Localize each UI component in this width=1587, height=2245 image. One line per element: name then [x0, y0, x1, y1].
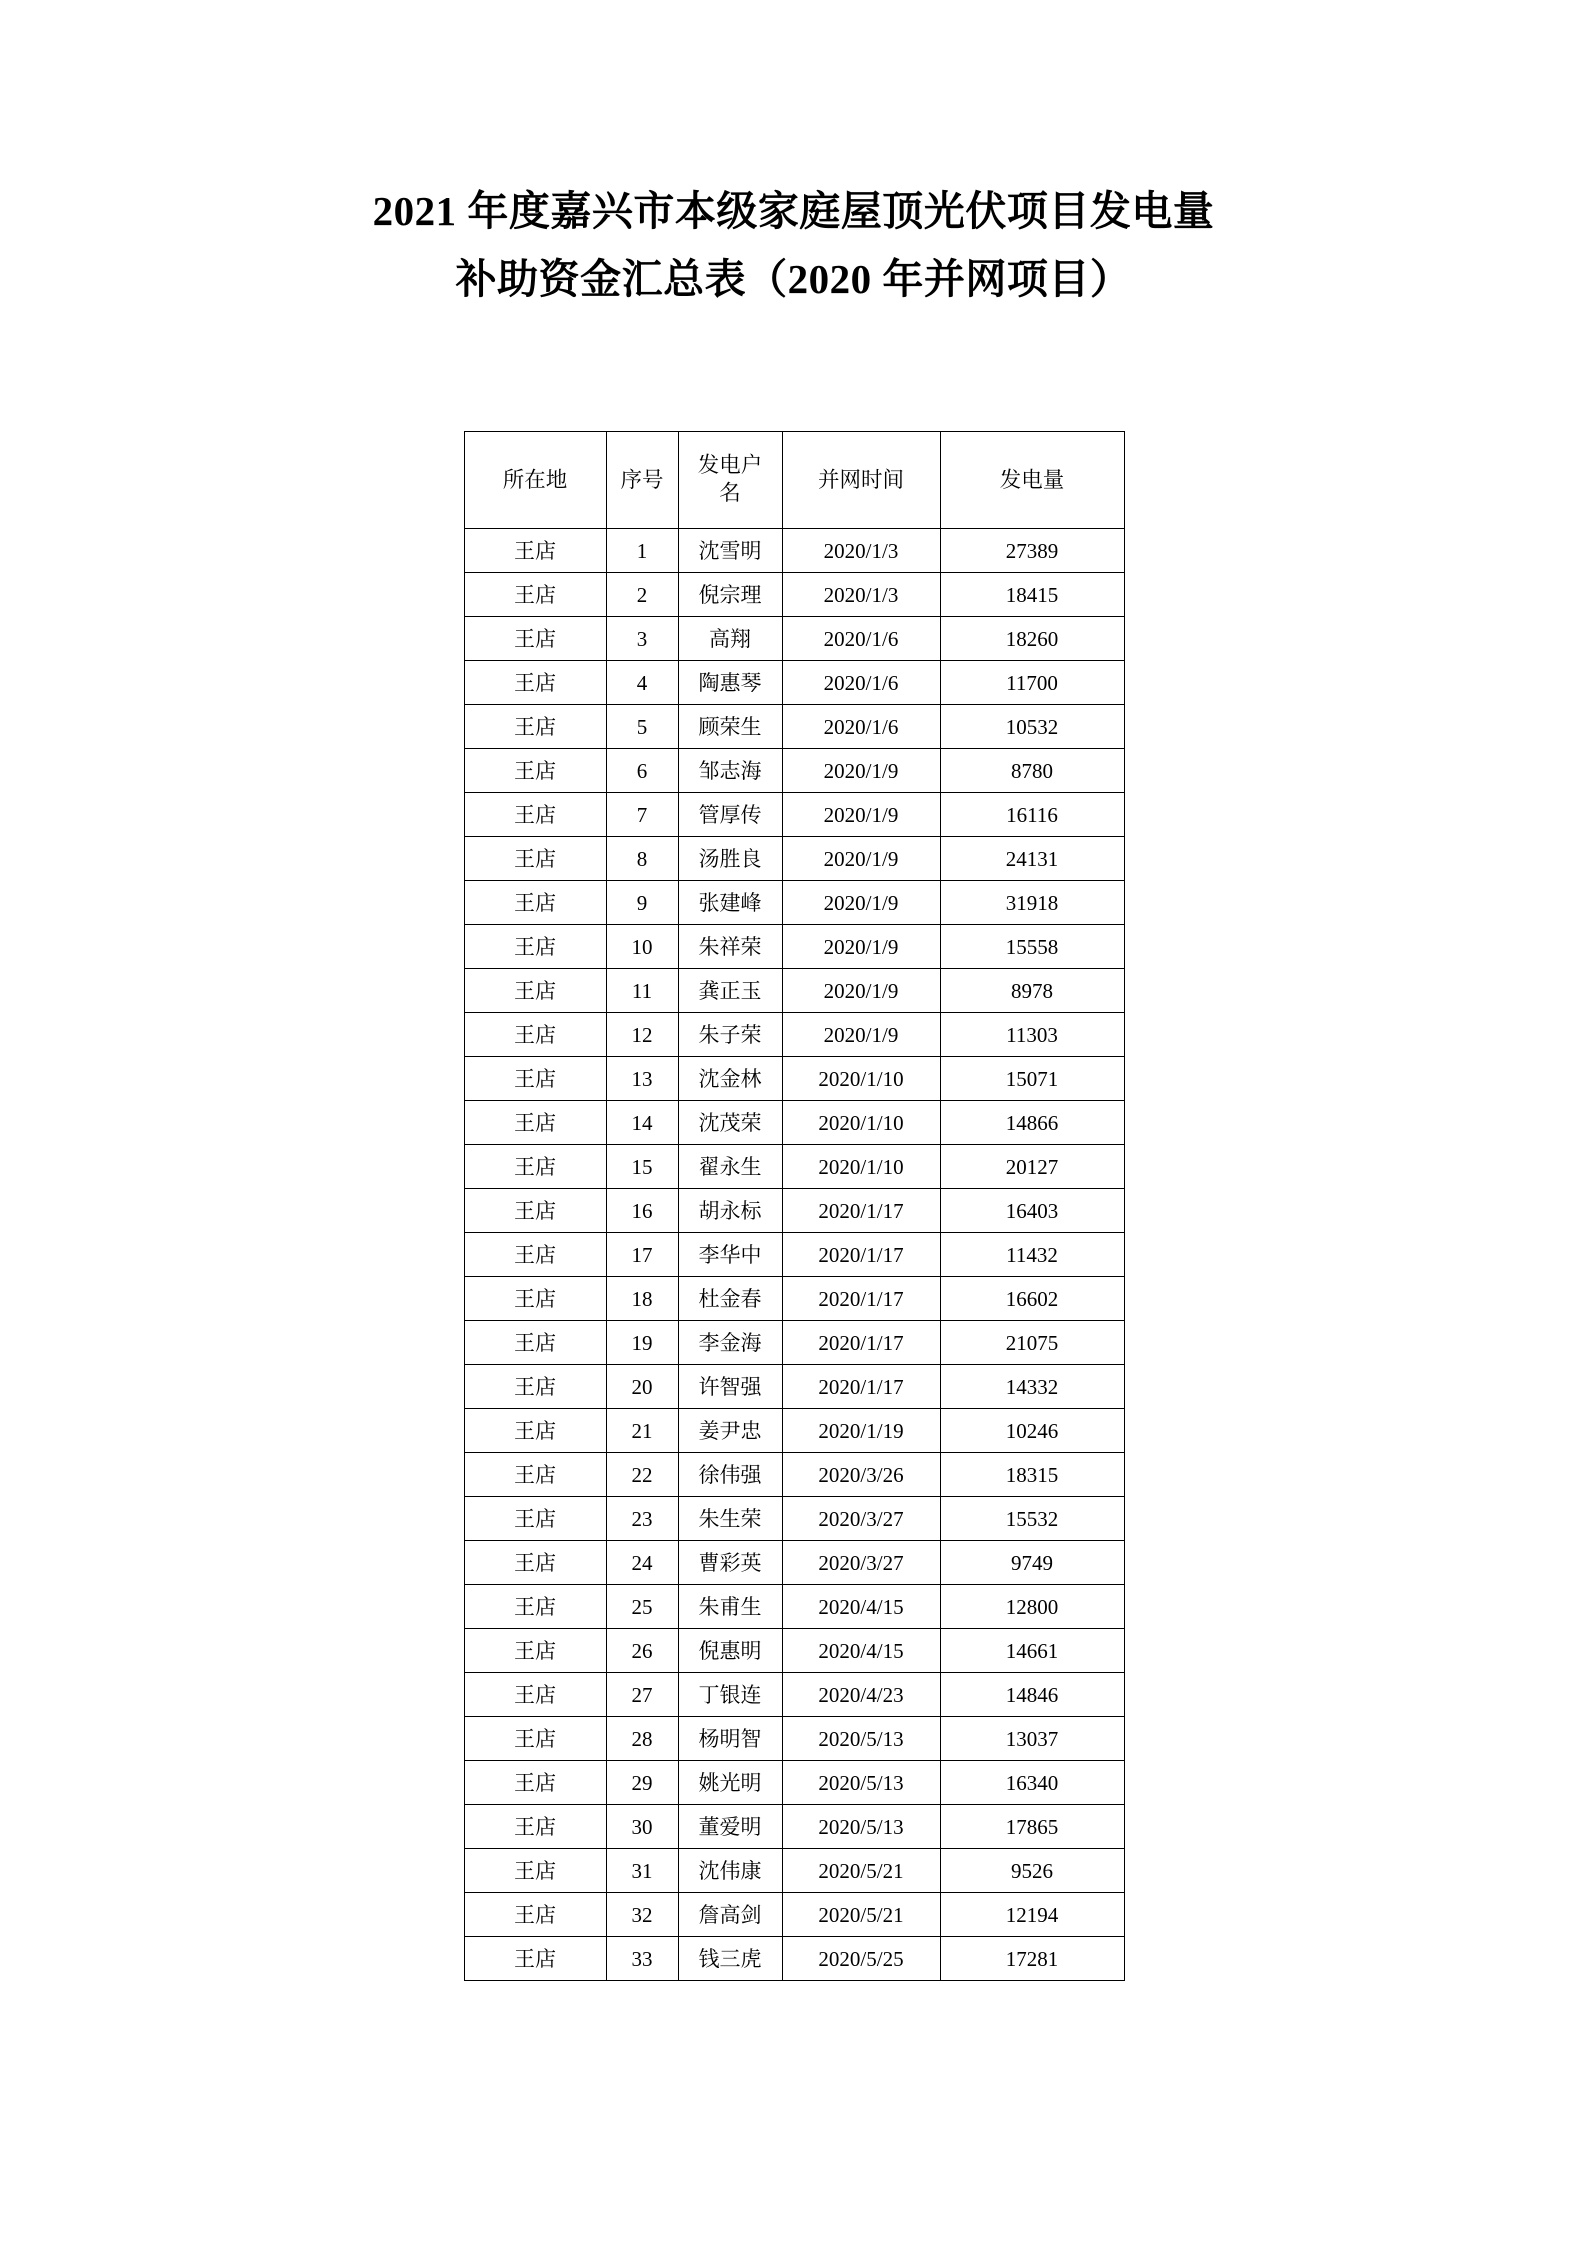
cell-name: 李金海 [678, 1321, 782, 1365]
cell-name: 许智强 [678, 1365, 782, 1409]
cell-seq: 8 [606, 837, 678, 881]
cell-name: 杨明智 [678, 1717, 782, 1761]
cell-generation: 14332 [940, 1365, 1124, 1409]
cell-name: 朱子荣 [678, 1013, 782, 1057]
cell-name: 邹志海 [678, 749, 782, 793]
cell-location: 王店 [464, 573, 606, 617]
cell-name: 徐伟强 [678, 1453, 782, 1497]
cell-date: 2020/5/21 [782, 1849, 940, 1893]
cell-location: 王店 [464, 837, 606, 881]
cell-seq: 33 [606, 1937, 678, 1981]
table-row [464, 1497, 1124, 1541]
cell-seq: 18 [606, 1277, 678, 1321]
cell-date: 2020/1/17 [782, 1277, 940, 1321]
cell-name: 高翔 [678, 617, 782, 661]
cell-name: 沈金林 [678, 1057, 782, 1101]
column-header-seq: 序号 [606, 432, 678, 529]
cell-seq: 16 [606, 1189, 678, 1233]
cell-seq: 4 [606, 661, 678, 705]
cell-date: 2020/1/10 [782, 1145, 940, 1189]
cell-seq: 2 [606, 573, 678, 617]
table-row [464, 1189, 1124, 1233]
cell-seq: 5 [606, 705, 678, 749]
table-header [464, 432, 1124, 529]
cell-name: 倪惠明 [678, 1629, 782, 1673]
table-row [464, 793, 1124, 837]
cell-seq: 11 [606, 969, 678, 1013]
cell-date: 2020/1/17 [782, 1321, 940, 1365]
cell-location: 王店 [464, 1497, 606, 1541]
cell-location: 王店 [464, 1277, 606, 1321]
cell-seq: 25 [606, 1585, 678, 1629]
cell-name: 胡永标 [678, 1189, 782, 1233]
column-header-name-line-1: 发电户 [697, 453, 763, 478]
table-row [464, 1937, 1124, 1981]
cell-location: 王店 [464, 1057, 606, 1101]
cell-date: 2020/1/9 [782, 837, 940, 881]
cell-name: 姜尹忠 [678, 1409, 782, 1453]
cell-name: 詹高剑 [678, 1893, 782, 1937]
cell-generation: 15558 [940, 925, 1124, 969]
cell-seq: 21 [606, 1409, 678, 1453]
cell-name: 顾荣生 [678, 705, 782, 749]
cell-name: 董爱明 [678, 1805, 782, 1849]
cell-location: 王店 [464, 1937, 606, 1981]
page-title [269, 0, 1319, 313]
cell-date: 2020/3/26 [782, 1453, 940, 1497]
cell-date: 2020/1/19 [782, 1409, 940, 1453]
cell-name: 翟永生 [678, 1145, 782, 1189]
cell-seq: 29 [606, 1761, 678, 1805]
table-row [464, 1849, 1124, 1893]
cell-generation: 15532 [940, 1497, 1124, 1541]
cell-location: 王店 [464, 1189, 606, 1233]
cell-date: 2020/5/13 [782, 1805, 940, 1849]
cell-generation: 18315 [940, 1453, 1124, 1497]
cell-name: 汤胜良 [678, 837, 782, 881]
column-header-name [678, 432, 782, 529]
cell-name: 姚光明 [678, 1761, 782, 1805]
table-row [464, 1673, 1124, 1717]
cell-name: 朱甫生 [678, 1585, 782, 1629]
cell-generation: 20127 [940, 1145, 1124, 1189]
cell-date: 2020/5/21 [782, 1893, 940, 1937]
cell-generation: 27389 [940, 529, 1124, 573]
cell-generation: 16340 [940, 1761, 1124, 1805]
cell-location: 王店 [464, 1849, 606, 1893]
cell-generation: 21075 [940, 1321, 1124, 1365]
table-row [464, 573, 1124, 617]
cell-location: 王店 [464, 1761, 606, 1805]
cell-seq: 12 [606, 1013, 678, 1057]
cell-seq: 22 [606, 1453, 678, 1497]
table-row [464, 1321, 1124, 1365]
cell-generation: 15071 [940, 1057, 1124, 1101]
cell-date: 2020/1/6 [782, 661, 940, 705]
cell-location: 王店 [464, 1541, 606, 1585]
cell-location: 王店 [464, 969, 606, 1013]
table-body [464, 529, 1124, 1981]
cell-name: 朱生荣 [678, 1497, 782, 1541]
table-row [464, 1893, 1124, 1937]
table-row [464, 1761, 1124, 1805]
table-row [464, 1629, 1124, 1673]
cell-date: 2020/3/27 [782, 1497, 940, 1541]
cell-location: 王店 [464, 1321, 606, 1365]
cell-generation: 8978 [940, 969, 1124, 1013]
cell-date: 2020/1/17 [782, 1189, 940, 1233]
cell-generation: 12194 [940, 1893, 1124, 1937]
cell-generation: 16602 [940, 1277, 1124, 1321]
table-container [464, 313, 1124, 1981]
table-row [464, 705, 1124, 749]
cell-generation: 17281 [940, 1937, 1124, 1981]
cell-location: 王店 [464, 1673, 606, 1717]
column-header-grid-time: 并网时间 [782, 432, 940, 529]
cell-name: 沈茂荣 [678, 1101, 782, 1145]
cell-seq: 7 [606, 793, 678, 837]
table-row [464, 617, 1124, 661]
column-header-generation: 发电量 [940, 432, 1124, 529]
cell-location: 王店 [464, 881, 606, 925]
cell-seq: 28 [606, 1717, 678, 1761]
cell-seq: 20 [606, 1365, 678, 1409]
cell-seq: 23 [606, 1497, 678, 1541]
cell-location: 王店 [464, 1101, 606, 1145]
cell-date: 2020/1/3 [782, 573, 940, 617]
cell-seq: 32 [606, 1893, 678, 1937]
page-title-line-2: 补助资金汇总表（2020 年并网项目） [455, 255, 1132, 302]
cell-seq: 17 [606, 1233, 678, 1277]
cell-name: 沈伟康 [678, 1849, 782, 1893]
cell-generation: 13037 [940, 1717, 1124, 1761]
cell-date: 2020/1/9 [782, 881, 940, 925]
cell-location: 王店 [464, 793, 606, 837]
cell-seq: 6 [606, 749, 678, 793]
cell-seq: 9 [606, 881, 678, 925]
table-header-row [464, 432, 1124, 529]
table-row [464, 881, 1124, 925]
cell-location: 王店 [464, 705, 606, 749]
cell-generation: 8780 [940, 749, 1124, 793]
cell-location: 王店 [464, 1805, 606, 1849]
cell-date: 2020/1/9 [782, 969, 940, 1013]
table-row [464, 1585, 1124, 1629]
cell-date: 2020/1/17 [782, 1233, 940, 1277]
cell-date: 2020/1/10 [782, 1057, 940, 1101]
cell-seq: 13 [606, 1057, 678, 1101]
table-row [464, 837, 1124, 881]
cell-generation: 31918 [940, 881, 1124, 925]
cell-location: 王店 [464, 1629, 606, 1673]
cell-generation: 14661 [940, 1629, 1124, 1673]
cell-seq: 27 [606, 1673, 678, 1717]
cell-generation: 16403 [940, 1189, 1124, 1233]
cell-date: 2020/4/23 [782, 1673, 940, 1717]
cell-date: 2020/4/15 [782, 1629, 940, 1673]
cell-date: 2020/5/13 [782, 1717, 940, 1761]
table-row [464, 1409, 1124, 1453]
table-row [464, 1805, 1124, 1849]
cell-location: 王店 [464, 1453, 606, 1497]
table-row [464, 969, 1124, 1013]
table-row [464, 1277, 1124, 1321]
cell-date: 2020/5/13 [782, 1761, 940, 1805]
cell-generation: 11700 [940, 661, 1124, 705]
cell-location: 王店 [464, 1233, 606, 1277]
cell-generation: 10246 [940, 1409, 1124, 1453]
cell-date: 2020/1/17 [782, 1365, 940, 1409]
cell-seq: 1 [606, 529, 678, 573]
cell-date: 2020/1/10 [782, 1101, 940, 1145]
cell-seq: 31 [606, 1849, 678, 1893]
cell-seq: 24 [606, 1541, 678, 1585]
table-row [464, 1541, 1124, 1585]
cell-seq: 19 [606, 1321, 678, 1365]
cell-name: 沈雪明 [678, 529, 782, 573]
table-row [464, 1101, 1124, 1145]
table-row [464, 1057, 1124, 1101]
cell-location: 王店 [464, 1893, 606, 1937]
cell-generation: 12800 [940, 1585, 1124, 1629]
cell-name: 管厚传 [678, 793, 782, 837]
cell-location: 王店 [464, 1145, 606, 1189]
table-row [464, 1365, 1124, 1409]
cell-generation: 9749 [940, 1541, 1124, 1585]
cell-generation: 17865 [940, 1805, 1124, 1849]
cell-generation: 18415 [940, 573, 1124, 617]
cell-name: 杜金春 [678, 1277, 782, 1321]
cell-location: 王店 [464, 617, 606, 661]
cell-generation: 11432 [940, 1233, 1124, 1277]
table-row [464, 1145, 1124, 1189]
cell-location: 王店 [464, 1717, 606, 1761]
table-row [464, 529, 1124, 573]
table-row [464, 925, 1124, 969]
table-row [464, 1233, 1124, 1277]
cell-name: 龚正玉 [678, 969, 782, 1013]
cell-generation: 10532 [940, 705, 1124, 749]
cell-generation: 11303 [940, 1013, 1124, 1057]
cell-name: 李华中 [678, 1233, 782, 1277]
cell-name: 陶惠琴 [678, 661, 782, 705]
table-row [464, 661, 1124, 705]
cell-seq: 3 [606, 617, 678, 661]
cell-name: 朱祥荣 [678, 925, 782, 969]
cell-location: 王店 [464, 925, 606, 969]
cell-seq: 14 [606, 1101, 678, 1145]
generation-subsidy-table [464, 431, 1125, 1981]
cell-location: 王店 [464, 661, 606, 705]
cell-name: 张建峰 [678, 881, 782, 925]
cell-date: 2020/1/3 [782, 529, 940, 573]
cell-generation: 16116 [940, 793, 1124, 837]
cell-date: 2020/5/25 [782, 1937, 940, 1981]
cell-name: 曹彩英 [678, 1541, 782, 1585]
cell-location: 王店 [464, 1409, 606, 1453]
cell-location: 王店 [464, 1365, 606, 1409]
cell-generation: 14866 [940, 1101, 1124, 1145]
page-title-line-1: 2021 年度嘉兴市本级家庭屋顶光伏项目发电量 [372, 188, 1215, 234]
cell-date: 2020/3/27 [782, 1541, 940, 1585]
cell-generation: 24131 [940, 837, 1124, 881]
table-row [464, 1453, 1124, 1497]
cell-date: 2020/1/6 [782, 705, 940, 749]
cell-seq: 26 [606, 1629, 678, 1673]
cell-generation: 14846 [940, 1673, 1124, 1717]
column-header-name-line-2: 名 [719, 481, 741, 506]
cell-seq: 30 [606, 1805, 678, 1849]
cell-date: 2020/1/9 [782, 925, 940, 969]
cell-name: 钱三虎 [678, 1937, 782, 1981]
cell-date: 2020/1/9 [782, 793, 940, 837]
cell-generation: 18260 [940, 617, 1124, 661]
cell-location: 王店 [464, 1013, 606, 1057]
cell-date: 2020/1/9 [782, 749, 940, 793]
cell-name: 丁银连 [678, 1673, 782, 1717]
cell-location: 王店 [464, 529, 606, 573]
cell-name: 倪宗理 [678, 573, 782, 617]
cell-generation: 9526 [940, 1849, 1124, 1893]
cell-seq: 15 [606, 1145, 678, 1189]
table-row [464, 1013, 1124, 1057]
cell-date: 2020/1/9 [782, 1013, 940, 1057]
table-row [464, 749, 1124, 793]
cell-date: 2020/4/15 [782, 1585, 940, 1629]
cell-location: 王店 [464, 749, 606, 793]
table-row [464, 1717, 1124, 1761]
cell-location: 王店 [464, 1585, 606, 1629]
cell-date: 2020/1/6 [782, 617, 940, 661]
cell-seq: 10 [606, 925, 678, 969]
column-header-location: 所在地 [464, 432, 606, 529]
